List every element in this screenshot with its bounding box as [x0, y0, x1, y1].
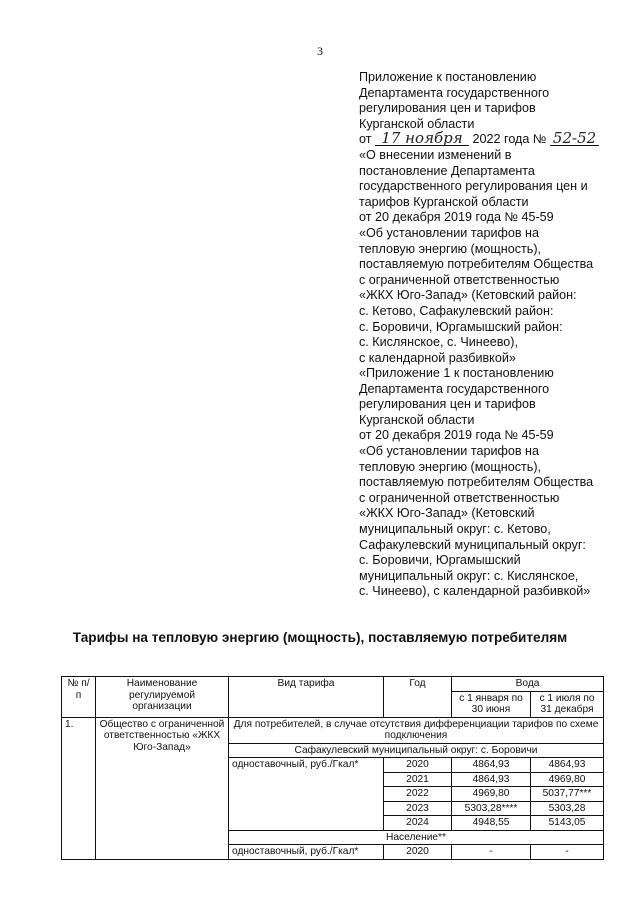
annex-line: тепловую энергию (мощность),: [359, 459, 542, 474]
annex-line: с. Боровичи, Юргамышский: [359, 553, 521, 568]
annex-line: «ЖКХ Юго-Запад» (Кетовский район:: [359, 288, 577, 303]
year-cell: 2024: [384, 816, 452, 831]
tariff-type-cell: одноставочный, руб./Гкал*: [229, 758, 384, 831]
annex-line: с. Боровичи, Юргамышский район:: [359, 319, 563, 334]
page-number: 3: [317, 44, 323, 58]
annex-line: тарифов Курганской области: [359, 194, 529, 209]
tariff-h1-cell: 4864,93: [452, 772, 531, 787]
row-number: 1.: [62, 717, 96, 859]
tariff-type-cell: одноставочный, руб./Гкал*: [229, 845, 384, 860]
annex-line: с. Чинеево), с календарной разбивкой»: [359, 584, 591, 599]
annex-line: «О внесении изменений в: [359, 147, 512, 162]
tariff-h1-cell: 5303,28****: [452, 801, 531, 816]
annex-date-line: [359, 129, 609, 148]
annex-line: «Приложение 1 к постановлению: [359, 366, 554, 380]
year-cell: 2021: [384, 772, 452, 787]
annex-line: с. Кетово, Сафакулевский район:: [359, 303, 554, 318]
annex-line: Департамента государственного: [359, 381, 550, 396]
annex-line: с календарной разбивкой»: [359, 350, 516, 365]
header-period-1: с 1 января по 30 июня: [452, 691, 531, 717]
year-cell: 2020: [384, 845, 452, 860]
annex-line: поставляемую потребителям Общества: [359, 257, 594, 272]
annex-line: «ЖКХ Юго-Запад» (Кетовский: [359, 506, 535, 521]
section-heading: Для потребителей, в случае отсутствия дифференциации тарифов по схеме подключения: [229, 717, 604, 743]
annex-line: Курганской области: [359, 412, 475, 427]
annex-line: Приложение к постановлению: [359, 70, 537, 84]
tariff-h1-cell: 4864,93: [452, 758, 531, 773]
tariff-h1-cell: 4948,55: [452, 816, 531, 831]
header-tariff-type: Вид тарифа: [229, 677, 384, 718]
locality-heading: Сафакулевский муниципальный округ: с. Боровичи: [229, 743, 604, 758]
tariff-h2-cell: 4864,93: [531, 758, 604, 773]
date-year: 2022 года №: [472, 132, 547, 147]
organization-name: Общество с ограниченной ответственностью «ЖКХ Юго-Запад»: [96, 717, 229, 859]
year-cell: 2023: [384, 801, 452, 816]
annex-original-header: [359, 366, 609, 600]
document-title: Тарифы на тепловую энергию (мощность), поставляемую потребителям: [72, 630, 568, 645]
header-period-2: с 1 июля по 31 декабря: [531, 691, 604, 717]
handwritten-number: 52-52: [550, 132, 599, 146]
tariff-h2-cell: 5303,28: [531, 801, 604, 816]
handwritten-date: 17 ноября: [375, 132, 469, 146]
annex-line: Курганской области: [359, 116, 475, 131]
annex-line: регулирования цен и тарифов: [359, 101, 536, 116]
header-water: Вода: [452, 677, 604, 692]
annex-line: от 20 декабря 2019 года № 45-59: [359, 428, 554, 443]
annex-line: государственного регулирования цен и: [359, 179, 588, 194]
tariff-h2-cell: 5143,05: [531, 816, 604, 831]
tariff-h2-cell: 4969,80: [531, 772, 604, 787]
date-prefix: от: [359, 132, 372, 147]
population-heading: Население**: [229, 830, 604, 845]
tariff-table: [61, 676, 604, 860]
annex-line: Департамента государственного: [359, 85, 550, 100]
year-cell: 2020: [384, 758, 452, 773]
year-cell: 2022: [384, 787, 452, 802]
tariff-h2-cell: -: [531, 845, 604, 860]
annex-line: «Об установлении тарифов на: [359, 443, 540, 458]
annex-line: муниципальный округ: с. Кислянское,: [359, 568, 579, 583]
header-year: Год: [384, 677, 452, 718]
annex-line: Сафакулевский муниципальный округ:: [359, 537, 586, 552]
annex-line: постановление Департамента: [359, 163, 535, 178]
annex-line: с. Кислянское, с. Чинеево),: [359, 335, 518, 350]
annex-line: с ограниченной ответственностью: [359, 490, 560, 505]
annex-line: регулирования цен и тарифов: [359, 397, 536, 412]
tariff-h2-cell: 5037,77***: [531, 787, 604, 802]
annex-line: с ограниченной ответственностью: [359, 272, 560, 287]
annex-line: тепловую энергию (мощность),: [359, 241, 542, 256]
tariff-h1-cell: 4969,80: [452, 787, 531, 802]
annex-line: «Об установлении тарифов на: [359, 225, 540, 240]
annex-line: муниципальный округ: с. Кетово,: [359, 521, 551, 536]
header-org: Наименование регулируемой организации: [96, 677, 229, 718]
header-num: № п/п: [62, 677, 96, 718]
annex-line: от 20 декабря 2019 года № 45-59: [359, 210, 554, 225]
annex-header: [359, 70, 609, 366]
tariff-h1-cell: -: [452, 845, 531, 860]
annex-line: поставляемую потребителям Общества: [359, 475, 594, 490]
